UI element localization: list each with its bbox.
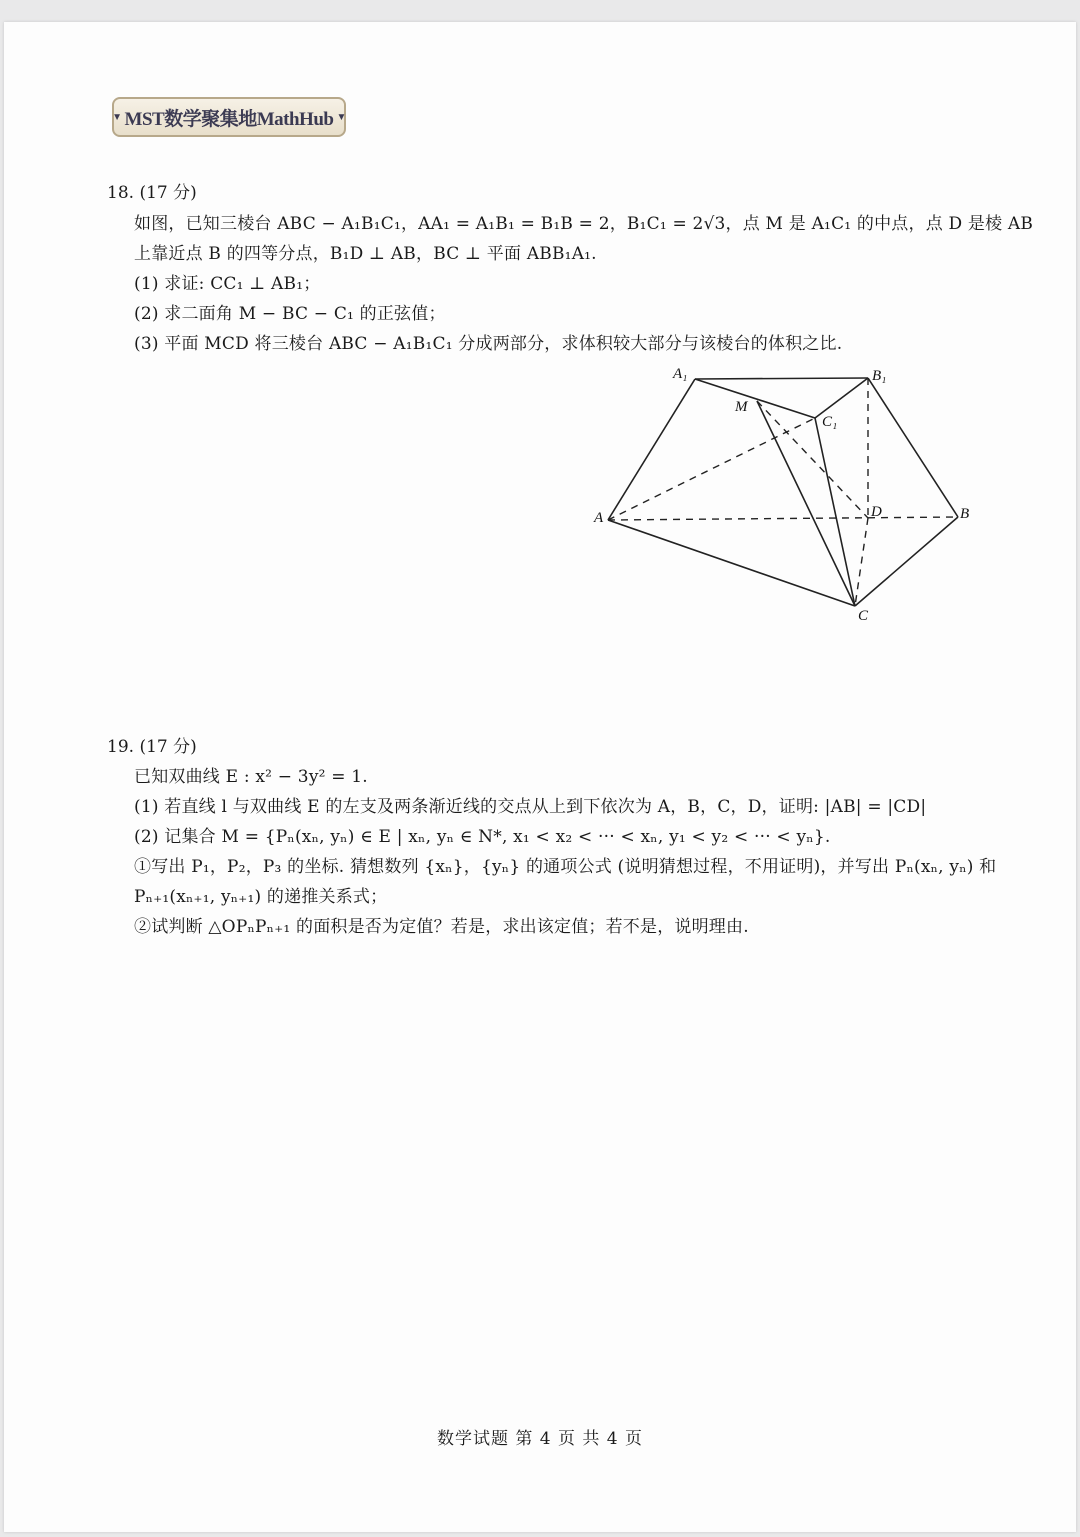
edge-m-d-hidden [757,401,868,518]
question-18-line: (2) 求二面角 M − BC − C₁ 的正弦值； [134,304,446,324]
triangle-down-icon: ▼ [336,111,346,123]
edge-c1-c [815,418,855,606]
label-a: A [594,510,604,526]
edge-a1-b1 [695,378,868,379]
label-c: C [858,608,869,624]
question-18-line: (3) 平面 MCD 将三棱台 ABC − A₁B₁C₁ 分成两部分，求体积较大部分与该棱台的体积之比. [134,334,843,354]
question-18-line: (1) 求证: CC₁ ⊥ AB₁； [134,274,321,294]
mathhub-logo [112,97,346,137]
question-19-line: ②试判断 △OPₙPₙ₊₁ 的面积是否为定值？若是，求出该定值；若不是，说明理由. [134,917,749,937]
label-b: B [960,506,970,522]
label-a1: A₁ [673,366,688,382]
question-19-line: (2) 记集合 M = {Pₙ(xₙ, yₙ) ∈ E | xₙ, yₙ ∈ N*, x₁ < x₂ < ··· < xₙ, y₁ < y₂ < ··· < yₙ}. [134,827,831,847]
question-18-line: 上靠近点 B 的四等分点，B₁D ⊥ AB，BC ⊥ 平面 ABB₁A₁. [134,244,597,264]
edge-c-b [855,517,958,606]
question-18-line: 如图，已知三棱台 ABC − A₁B₁C₁，AA₁ = A₁B₁ = B₁B = 2，B₁C₁ = 2√3，点 M 是 A₁C₁ 的中点，点 D 是棱 AB [134,214,1034,234]
label-m: M [735,399,748,415]
question-18-number: 18. (17 分) [107,183,197,203]
edge-a-c [608,520,855,606]
edge-a1-a [608,379,695,520]
edge-a-b-hidden [608,517,958,520]
question-19-line: 已知双曲线 E : x² − 3y² = 1. [134,767,368,787]
triangle-down-icon: ▼ [112,111,122,123]
label-b1: B₁ [872,368,887,384]
frustum-figure [580,360,980,630]
edge-m-c [757,401,855,606]
edge-d-c-hidden [855,518,868,606]
page-footer: 数学试题 第 4 页 共 4 页 [436,1429,644,1449]
question-19-line: Pₙ₊₁(xₙ₊₁, yₙ₊₁) 的递推关系式； [134,887,388,907]
edge-b1-c1 [815,378,868,418]
question-19-number: 19. (17 分) [107,737,197,757]
edge-a1-c1 [695,379,815,418]
logo-text: MST数学聚集地MathHub [124,108,334,130]
question-19-line: ①写出 P₁，P₂，P₃ 的坐标. 猜想数列 {xₙ}，{yₙ} 的通项公式 (说明猜想过程，不用证明)，并写出 Pₙ(xₙ, yₙ) 和 [134,857,997,877]
label-c1: C₁ [822,414,838,430]
label-d: D [871,504,882,520]
question-19-line: (1) 若直线 l 与双曲线 E 的左支及两条渐近线的交点从上到下依次为 A，B，C，D，证明: |AB| = |CD| [134,797,927,817]
edge-b-b1 [868,378,958,517]
